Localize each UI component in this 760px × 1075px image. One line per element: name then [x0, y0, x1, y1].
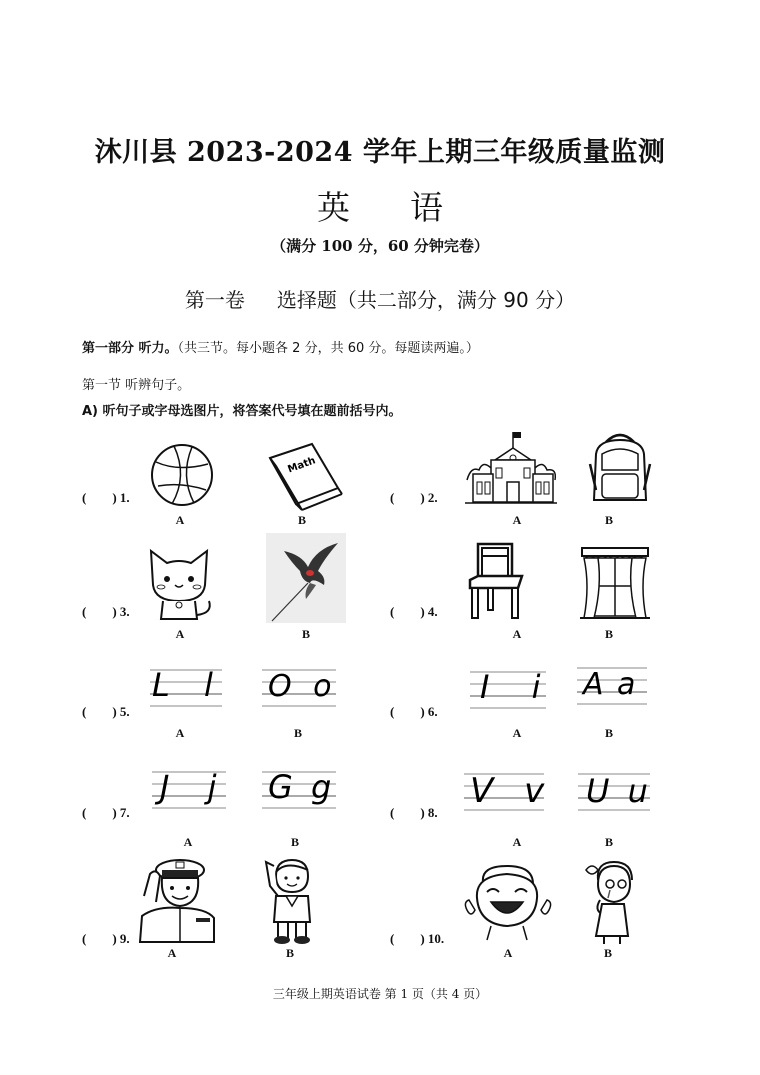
child-salute-icon	[262, 856, 318, 946]
option-label-a: A	[175, 726, 185, 740]
option-label-b: B	[301, 627, 310, 641]
score-note: （满分 100 分，60 分钟完卷）	[271, 237, 489, 255]
option-label-a: A	[175, 513, 185, 527]
math-book-icon	[266, 440, 342, 510]
letters-Oo	[262, 666, 336, 710]
letters-Vv	[464, 768, 555, 818]
subject-char-2: 语	[410, 188, 443, 227]
option-label-a: A	[503, 946, 513, 960]
letters-Jj	[152, 766, 231, 818]
option-label-b: B	[285, 946, 294, 960]
option-label-b: B	[290, 835, 299, 849]
subject-title	[0, 182, 760, 229]
part-heading	[82, 337, 479, 356]
question-number: ( ) 4.	[390, 604, 438, 619]
question-number: ( ) 1.	[82, 490, 130, 505]
question-number: ( ) 6.	[390, 704, 438, 719]
option-label-b: B	[603, 946, 612, 960]
letters-text: L l	[152, 666, 225, 704]
school-icon	[465, 430, 557, 506]
letters-Uu	[578, 768, 650, 818]
book-title-text: Math	[286, 455, 318, 476]
laughing-girl-icon	[463, 862, 553, 942]
exam-title: 沐川县 2023-2024 学年上期三年级质量监测	[94, 137, 666, 168]
volume-heading	[0, 284, 760, 313]
letters-text: A a	[583, 667, 638, 702]
instruction: A) 听句子或字母选图片，将答案代号填在题前括号内。	[82, 404, 402, 419]
volume-label: 第一卷	[184, 288, 245, 312]
cat-icon	[145, 545, 217, 623]
crying-girl-icon	[580, 856, 640, 944]
letters-Ll	[150, 666, 225, 710]
option-label-a: A	[512, 627, 522, 641]
letters-text: G g	[268, 768, 336, 806]
chair-icon	[468, 540, 524, 620]
letters-Gg	[262, 766, 336, 818]
question-number: ( ) 5.	[82, 704, 130, 719]
letters-text: U u	[586, 772, 652, 810]
option-label-a: A	[175, 627, 185, 641]
letters-Aa	[577, 664, 647, 708]
letters-text: V v	[470, 771, 555, 811]
option-label-b: B	[297, 513, 306, 527]
letters-Ii	[470, 668, 557, 712]
part-label: 第一部分 听力。	[82, 341, 178, 356]
letters-text: O o	[268, 669, 338, 704]
question-number: ( ) 2.	[390, 490, 438, 505]
option-label-b: B	[604, 627, 613, 641]
question-number: ( ) 10.	[390, 931, 445, 946]
option-label-b: B	[604, 835, 613, 849]
section-heading: 第一节 听辨句子。	[82, 378, 191, 393]
option-label-a: A	[512, 835, 522, 849]
option-label-a: A	[183, 835, 193, 849]
window-icon	[580, 546, 650, 620]
backpack-icon	[588, 430, 652, 506]
question-number: ( ) 7.	[82, 805, 130, 820]
question-number: ( ) 8.	[390, 805, 438, 820]
option-label-a: A	[512, 513, 522, 527]
kite-icon	[266, 533, 346, 623]
letters-text: I i	[480, 668, 557, 706]
police-salute-icon	[136, 856, 218, 944]
option-label-b: B	[604, 726, 613, 740]
option-label-b: B	[293, 726, 302, 740]
ball-icon	[148, 442, 216, 508]
part-note: （共三节。每小题各 2 分，共 60 分。每题读两遍。）	[177, 341, 479, 356]
question-number: ( ) 9.	[82, 931, 130, 946]
volume-desc: 选择题（共二部分，满分 90 分）	[276, 288, 576, 312]
option-label-b: B	[604, 513, 613, 527]
letters-text: J j	[160, 768, 231, 806]
subject-char-1: 英	[317, 188, 350, 227]
option-label-a: A	[512, 726, 522, 740]
option-label-a: A	[167, 946, 177, 960]
page-footer: 三年级上期英语试卷 第 1 页（共 4 页）	[272, 987, 488, 1001]
question-number: ( ) 3.	[82, 604, 130, 619]
